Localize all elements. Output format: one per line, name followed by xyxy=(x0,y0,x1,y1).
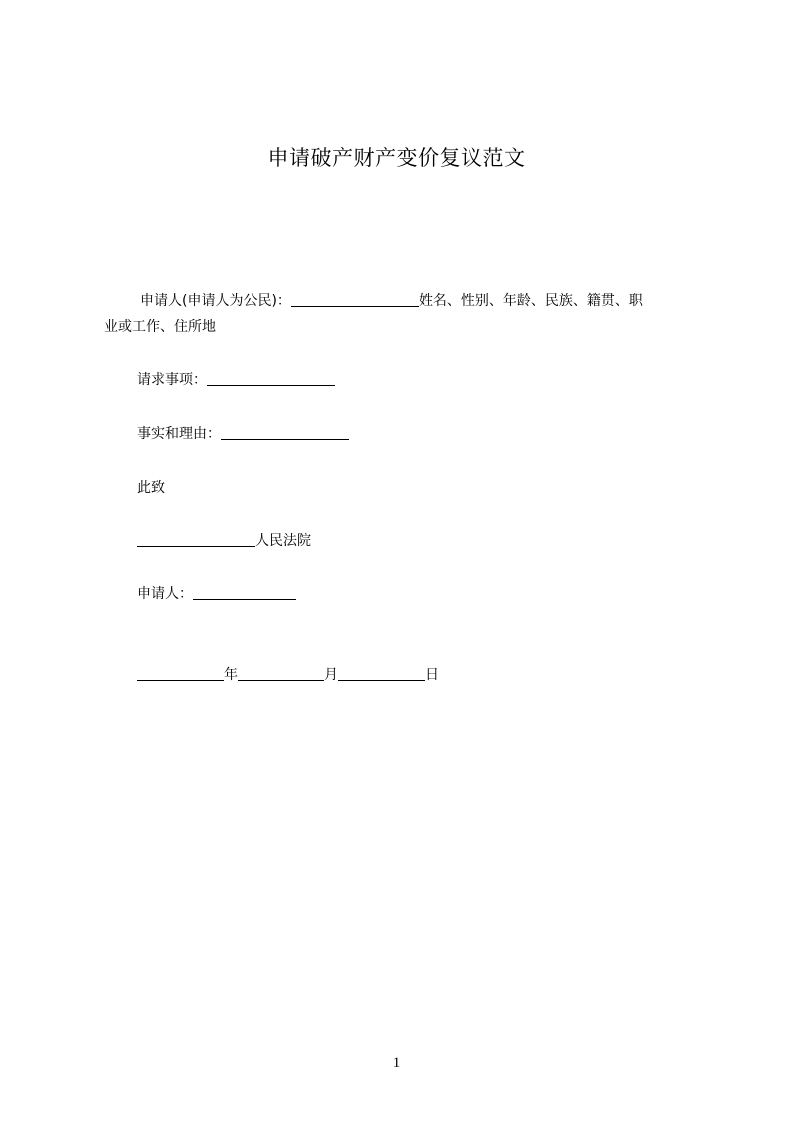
facts-line xyxy=(137,420,349,448)
applicant-line-continuation: 业或工作、住所地 xyxy=(104,319,216,335)
year-blank[interactable] xyxy=(137,664,224,681)
date-line xyxy=(137,661,439,689)
court-line xyxy=(137,527,311,555)
facts-label: 事实和理由： xyxy=(137,426,221,442)
request-line xyxy=(137,366,335,394)
day-blank[interactable] xyxy=(338,664,425,681)
signature-blank[interactable] xyxy=(193,583,296,600)
document-title: 申请破产财产变价复议范文 xyxy=(267,146,526,170)
court-label: 人民法院 xyxy=(255,533,311,549)
request-label: 请求事项： xyxy=(137,372,207,388)
facts-blank[interactable] xyxy=(221,423,349,440)
page-number: 1 xyxy=(392,1055,401,1071)
applicant-fields-label: 姓名、性别、年龄、民族、籍贯、职 xyxy=(418,293,643,309)
month-label: 月 xyxy=(324,667,338,683)
applicant-blank[interactable] xyxy=(291,290,419,307)
month-blank[interactable] xyxy=(238,664,324,681)
applicant-label: 申请人(申请人为公民)： xyxy=(140,293,291,309)
court-blank[interactable] xyxy=(137,530,255,547)
year-label: 年 xyxy=(224,667,238,683)
signature-line xyxy=(137,580,296,608)
day-label: 日 xyxy=(425,667,439,683)
signature-label: 申请人： xyxy=(137,586,193,602)
request-blank[interactable] xyxy=(207,369,335,386)
salutation: 此致 xyxy=(137,480,165,496)
applicant-line xyxy=(140,287,643,315)
